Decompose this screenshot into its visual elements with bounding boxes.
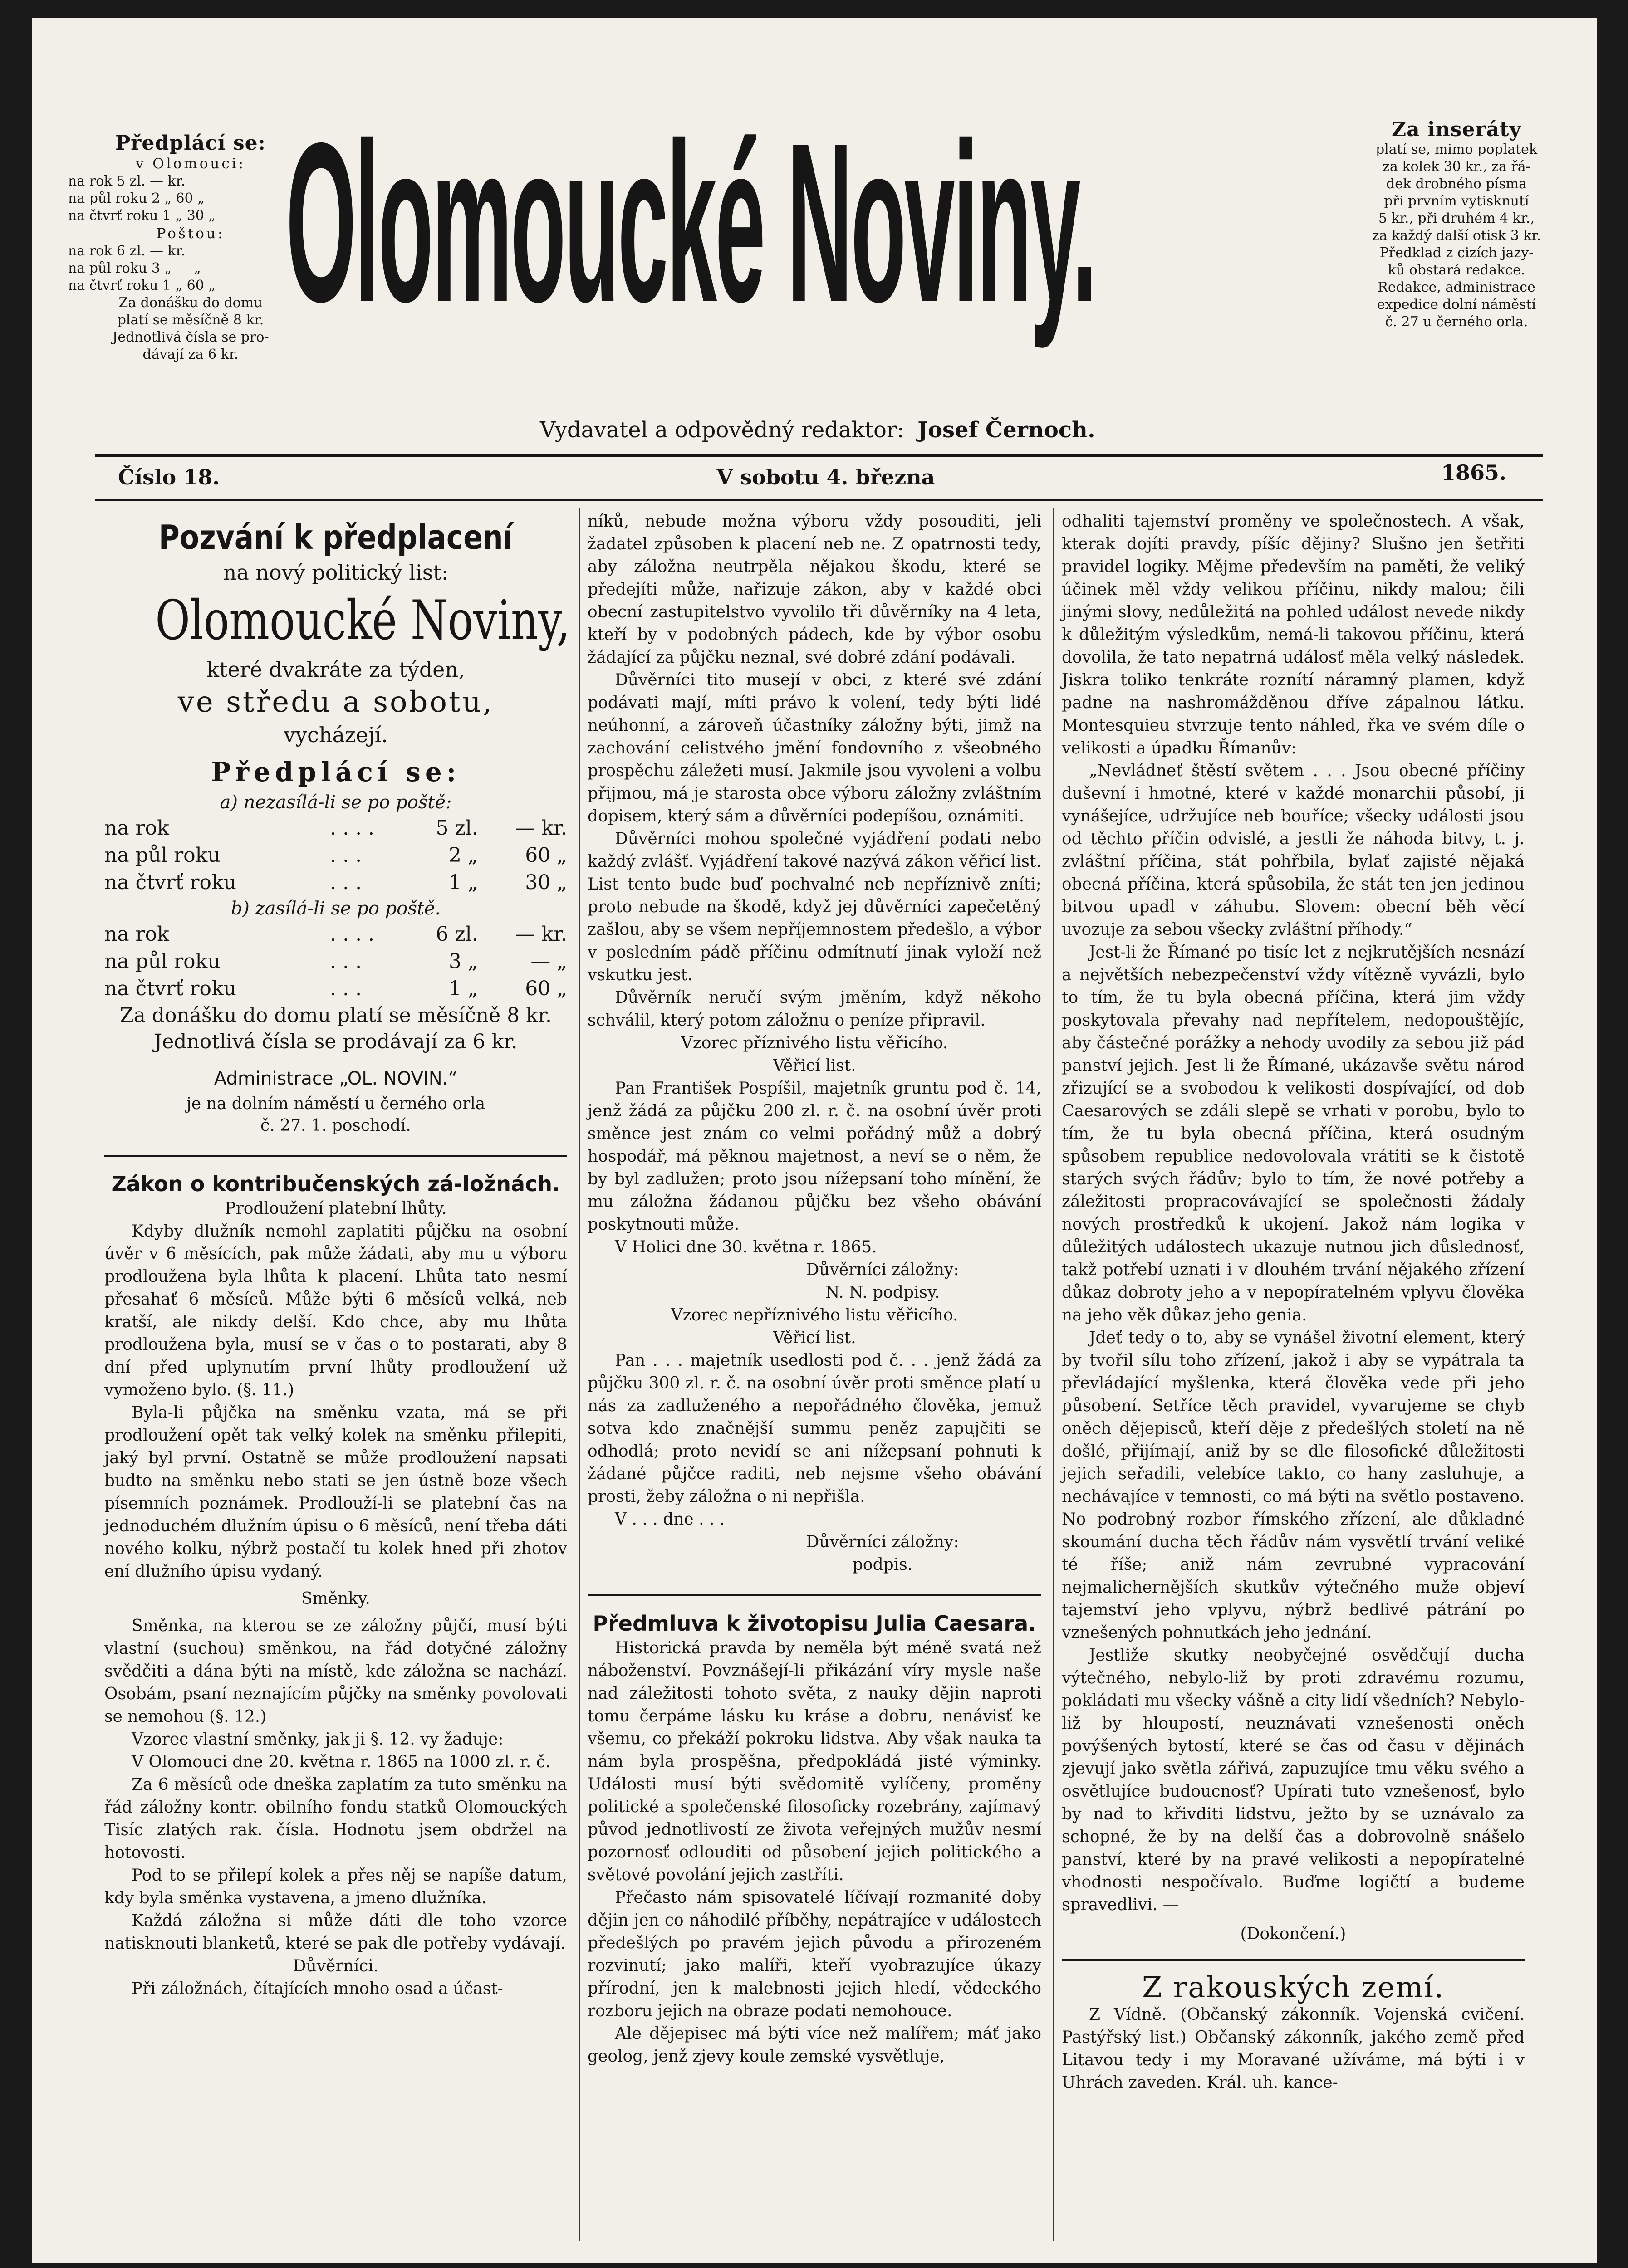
signature-label: Důvěrníci záložny: bbox=[806, 1261, 959, 1279]
article-paragraph: V Holici dne 30. května r. 1865. bbox=[615, 1238, 877, 1256]
rate-period: na čtvrť roku bbox=[104, 871, 236, 894]
rate-kr: 60 „ bbox=[525, 977, 567, 1000]
admin-heading: Administrace „OL. NOVIN.“ bbox=[214, 1068, 458, 1089]
law-paragraph: Byla-li půjčka na směnku vzata, má se při prodloužení opět tak velký kolek na směnku přilepiti, jaký byl první. Ostatně se může prodloužení napsati budto na směnku nebo stati se jen ústně boze všech písemních poznámek. Prodlouží-li se platební čas na jednoduchém dlužním úpisu o 6 měsíců, není třeba dáti nového kolku, nýbrž postačí tu kolek hned při zhotov ení dlužního úpisu vydaný. bbox=[104, 1403, 567, 1581]
law-paragraph: Každá záložna si může dáti dle toho vzorce natisknouti blanketů, které se pak dle potřeby vydávají. bbox=[104, 1911, 567, 1953]
rate-line: na rok 5 zl. — kr. bbox=[68, 173, 186, 189]
article-paragraph: Přečasto nám spisovatelé líčívají rozmanité doby dějin jen co náhodilé příběhy, nepátrajíce v událostech předešlých po pravém jejich původu a přirozeném rozvinutí; jako malíři, kteří vyobrazujíce úkazy přírodní, jen k malebnosti jejich hledí, vědeckého rozboru jejich na obraze podati nemohouce. bbox=[588, 1888, 1041, 2020]
form-subheading: Věřicí list. bbox=[773, 1329, 856, 1347]
rate-line: na čtvrť roku 1 „ 60 „ bbox=[68, 278, 216, 293]
rate-dots: . . . bbox=[330, 844, 362, 867]
article-paragraph: Jdeť tedy o to, aby se vynášel životní element, který by tvořil sílu toho zřízení, jakož i aby se vypátrala ta převládající myšlenka, která člověka vede při jeho působení. Setříce těch pravidel, vyvarujeme se chyb oněch dějepisců, kteří děje z předešlých století na ně došlé, přijímají, aniž by se dle filosofické důležitosti jejich seřadili, velebíce takto, co hany zasluhuje, a nechávajíce v temnosti, co má býti na světlo postaveno. No podrobný rozbor římského zřízení, ale důkladné skoumání ducha těch řádův nám vysvětlí trvání veliké té říše; aniž nám zevrubné vypracování nejmalichernějších skutkův výtečného muže objeví tajemství jeho vplyvu, nýbrž bedlivé pátrání po vznešených pohnutkách jeho jednání. bbox=[1062, 1329, 1525, 1642]
rate-dots: . . . bbox=[330, 871, 362, 894]
column-divider bbox=[579, 508, 580, 2241]
rates-table-b bbox=[104, 921, 567, 1002]
rate-kr: — „ bbox=[530, 950, 567, 973]
law-paragraph: Při záložnách, čítajících mnoho osad a účast- bbox=[132, 1980, 503, 1998]
delivery-line: Za donášku do domu bbox=[118, 295, 263, 311]
invitation-sub-head: Předplácí se: bbox=[211, 757, 461, 787]
form-subheading: Věřicí list. bbox=[773, 1056, 856, 1075]
advert-line: č. 27 u černého orla. bbox=[1385, 314, 1528, 330]
rate-row bbox=[104, 815, 567, 842]
law-paragraph: Kdyby dlužník nemohl zaplatiti půjčku na osobní úvěr v 6 měsících, pak může žádati, aby mu u výboru prodloužena byla lhůta k placení. Lhůta tato nesmí přesahať 6 měsíců. Může býti 6 měsíců velká, neb kratší, ale nikdy delší. Kdo chce, aby mu lhůta prodloužena byla, musí se v čas o to postarati, aby 8 dní před uplynutím první lhůty prodloužení už vymoženo bylo. (§. 11.) bbox=[104, 1222, 567, 1399]
law-title: Zákon o kontribučenských zá-ložnách. bbox=[111, 1172, 560, 1196]
column-1 bbox=[104, 517, 570, 2000]
subscription-box-title: Předplácí se: bbox=[115, 132, 266, 155]
law-paragraph: Směnka, na kterou se ze záložny půjčí, musí býti vlastní (suchou) směnkou, na řád dotyčné záložny svědčiti a dána býti na místě, kde záložna se nachází. Osobám, psaní neznajícím půjčky na směnky povolovati se nemohou (§. 12.) bbox=[104, 1617, 567, 1726]
post-rates bbox=[68, 243, 313, 294]
law-paragraph: Pod to se přilepí kolek a přes něj se napíše datum, kdy byla směnka vystavena, a jmeno dlužníka. bbox=[104, 1866, 567, 1907]
article-paragraph: Jest-li že Římané po tisíc let z nejkrutějších nesnází a největších nebezpečenství vždy vítězně vyvázli, bylo to tím, že tu byla obecná příčina, která jim vždy poskytovala převahy nad nepřítelem, nedopouštějíc, aby částečné porážky a nehody uvodily za sebou již pád panství jejich. Jest li že Římané, ukázavše světu národ zřizující se a svobodou k velikosti dospívající, od dob Caesarových se zdáli slepě se vrhati v porobu, bylo to tím, že tu byla obecná příčina, která osudným spůsobem republice nedovolovala vrátiti se k čistotě starých svých řádův; bylo to tím, že nové potřeby a záležitosti propracovávající se společnosti žádaly nových prostředků k ukojení. Jakož nám logika v důležitých událostech ukazuje nutnou jich důslednosť, takž potřebí uznati i v dlouhém trvání nějakého zřízení důkaz dobroty jeho a v nepopíratelném vplyvu člověka na jeho věk důkaz jeho genia. bbox=[1062, 943, 1525, 1325]
rate-dots: . . . . bbox=[330, 816, 375, 840]
rate-zl: 6 zl. bbox=[436, 923, 478, 946]
rate-row bbox=[104, 921, 567, 948]
invitation-delivery-1: Za donášku do domu platí se měsíčně 8 kr. bbox=[120, 1004, 552, 1027]
article-paragraph: V . . . dne . . . bbox=[615, 1510, 725, 1529]
rate-kr: 30 „ bbox=[525, 871, 567, 894]
column-3 bbox=[1062, 510, 1525, 2094]
column-divider bbox=[1053, 508, 1054, 2241]
article-paragraph: Jestliže skutky neobyčejné osvědčují ducha výtečného, nebylo-liž by proti zdravému rozumu, pokládati mu všecky vášně a city lidí všedních? Nebylo-liž by hloupostí, neuznávati vznešenosti oněch povýšených bytostí, které se čas od času v dějinách zjevují jako světla zářivá, zapuzujíce tmu věku svého a osvětlujíce budoucnosť? Upírati tuto vznešenosť, bylo by nad to křivditi lidstvu, ježto by se uznávalo za schopné, že by na delší čas a dobrovolně snášelo panství, které by na pravé velikosti a nepopíratelné vhodnosti nespočívalo. Buďme logičtí a budeme spravedlivi. — bbox=[1062, 1646, 1525, 1914]
signature-label: Důvěrníci záložny: bbox=[806, 1533, 959, 1551]
article-paragraph: odhaliti tajemství proměny ve společnostech. A však, kterak dojíti pravdy, píšíc dějiny? Slušno jen šetřiti pravidel logiky. Mějme především na paměti, že veliký účinek měl vždy velikou příčinu, nikdy malou; čili jinými slovy, nedůležitá na pohled událost nevede nikdy k důležitým výsledkům, nemá-li takovou příčinu, která dovolila, že tato nepatrná událosť měla velký následek. Jiskra toliko tenkráte roznítí náramný plamen, když padne na nashromážděnou dříve zápalnou látku. Montesquieu stvrzuje tento náhled, řka ve svém díle o velikosti a úpadku Římanův: bbox=[1062, 512, 1525, 758]
delivery-line: Jednotlivá čísla se pro- bbox=[112, 329, 269, 345]
rate-zl: 3 „ bbox=[448, 950, 478, 973]
advert-line: 5 kr., při druhém 4 kr., bbox=[1378, 210, 1535, 226]
issue-year: 1865. bbox=[1441, 460, 1506, 485]
rate-row bbox=[104, 842, 567, 869]
issue-number: Číslo 18. bbox=[118, 465, 220, 489]
delivery-line: platí se měsíčně 8 kr. bbox=[117, 312, 264, 328]
section-rule bbox=[104, 1155, 567, 1157]
article-paragraph: Důvěrníci tito musejí v obci, z které své zdání podávati mají, míti právo k volení, tedy býti lidé neúhonní, a zároveň účastníky záložny býti, jimž na zachování celistvého jmění fondovního z všeobného prospěchu záležeti musí. Jakmile jsou vyvoleni a volbu přijmou, má je starosta obce výboru záložny zvláštním dopisem, který sám a důvěrníci podepíšou, oznámiti. bbox=[588, 671, 1041, 826]
rate-kr: — kr. bbox=[515, 816, 567, 840]
advert-line: dek drobného písma bbox=[1386, 176, 1527, 192]
law-subheading: Prodloužení platební lhůty. bbox=[225, 1199, 447, 1218]
advert-line: Předklad z cizích jazy- bbox=[1379, 245, 1534, 261]
rate-period: na rok bbox=[104, 923, 169, 946]
section-rule bbox=[1062, 1959, 1525, 1961]
article-paragraph: Pan František Pospíšil, majetník gruntu pod č. 14, jenž žádá za půjčku 200 zl. r. č. na osobní úvěr proti směnce jest znám co velmi pořádný můž a dobrý hospodář, má pěknou majetnost, a neví se o něm, že by byl zadlužen; proto jsou nížepsaní toho mínění, že mu záložna žádanou půjčku bez všeho obávání poskytnouti může. bbox=[588, 1079, 1041, 1234]
local-heading: v Olomouci: bbox=[135, 156, 246, 172]
rate-kr: — kr. bbox=[515, 923, 567, 946]
article-paragraph: Z Vídně. (Občanský zákonník. Vojenská cvičení. Pastýřský list.) Občanský zákonník, jakého země před Litavou tedy i my Moravané užíváme, má býti i v Uhrách zaveden. Král. uh. kance- bbox=[1062, 2005, 1525, 2092]
delivery-note bbox=[68, 294, 313, 363]
column-2 bbox=[588, 510, 1041, 2068]
editor-line bbox=[540, 417, 1357, 443]
article-paragraph: Důvěrníci mohou společné vyjádření podati nebo každý zvlášť. Vyjádření takové nazývá zákon věřicí list. List tento bude buď pochvalné neb nepříznivě zníti; proto nebude na škodě, když jej důvěrníci zapečetěný zašlou, aby se všem nepříjemnostem předešlo, a výbor v posledním pádě příčinu odmítnutí jinak vyloží než vskutku jest. bbox=[588, 830, 1041, 984]
invitation-b-head: b) zasílá-li se po poště. bbox=[230, 898, 441, 919]
invitation-a-head: a) nezasílá-li se po poště: bbox=[220, 792, 452, 813]
editor-label: Vydavatel a odpovědný redaktor: bbox=[540, 417, 904, 443]
signature-value: N. N. podpisy. bbox=[825, 1283, 940, 1302]
law-paragraph: Za 6 měsíců ode dneška zaplatím za tuto směnku na řád záložny kontr. obilního fondu statků Olomouckých Tisíc zlatých rak. čísla. Hodnotu jsem obdržel na hotovosti. bbox=[104, 1775, 567, 1862]
adverts-box-title: Za inseráty bbox=[1392, 118, 1521, 141]
rate-period: na rok bbox=[104, 816, 169, 840]
form-heading: Vzorec nepříznivého listu věřicího. bbox=[671, 1306, 958, 1325]
editor-name: Josef Černoch. bbox=[917, 417, 1095, 443]
form-heading: Vzorec příznivého listu věřicího. bbox=[681, 1034, 948, 1052]
law-paragraph: Vzorec vlastní směnky, jak ji §. 12. vy žaduje: bbox=[132, 1730, 504, 1749]
invitation-delivery-2: Jednotlivá čísla se prodávají za 6 kr. bbox=[154, 1030, 518, 1053]
rate-line: na čtvrť roku 1 „ 30 „ bbox=[68, 208, 216, 224]
post-heading: Poštou: bbox=[156, 225, 225, 242]
top-rule bbox=[95, 454, 1543, 457]
advert-line: ků obstará redakce. bbox=[1388, 262, 1525, 278]
article-paragraph: níků, nebude možna výboru vždy posouditi, jeli žadatel způsoben k placení neb ne. Z opatrnosti tedy, aby záložna neutrpěla nějakou škodu, které se předejíti může, nařizuje zákon, aby v každé obci obecní zastupitelstvo vyvolilo tři důvěrníky na 4 leta, kteří by v podobných pádech, kde by výbor osobu žádající za půjčku neznal, své dobré zdání podávali. bbox=[588, 512, 1041, 667]
rate-zl: 1 „ bbox=[448, 977, 478, 1000]
rate-zl: 1 „ bbox=[448, 871, 478, 894]
rate-period: na půl roku bbox=[104, 950, 221, 973]
invitation-subtitle: na nový politický list: bbox=[223, 560, 449, 585]
masthead-title: Olomoucké Noviny. bbox=[286, 95, 1096, 349]
rate-period: na čtvrť roku bbox=[104, 977, 236, 1000]
rate-period: na půl roku bbox=[104, 844, 221, 867]
newspaper-page bbox=[32, 18, 1597, 2263]
advert-line: platí se, mimo poplatek bbox=[1375, 142, 1538, 157]
continuation-note: (Dokončení.) bbox=[1240, 1925, 1346, 1943]
invitation-title: Pozvání k předplacení bbox=[158, 518, 513, 557]
section-rule bbox=[588, 1594, 1041, 1596]
delivery-line: dávají za 6 kr. bbox=[142, 347, 239, 362]
rate-kr: 60 „ bbox=[525, 844, 567, 867]
advert-line: za každý další otisk 3 kr. bbox=[1372, 228, 1541, 244]
caesar-title: Předmluva k životopisu Julia Caesara. bbox=[593, 1611, 1036, 1636]
article-quote: „Nevládneť štěstí světem . . . Jsou obecné příčiny duševní i hmotné, které v každé monarchii působí, ji vynášejíce, udržujíce neb bouříce; všecky události jsou od těchto příčin odvislé, a jestli že náhoda bitvy, t. j. zvláštní příčina, stát pohřbila, bylať zajisté nějaká obecná příčina, která spůsobila, že stát ten jen jedinou bitvou upadl v záhubu. Slovem: obecní běh věcí uvozuje za sebou všecky zvláštní příhody.“ bbox=[1062, 762, 1525, 939]
admin-address-2: č. 27. 1. poschodí. bbox=[260, 1116, 411, 1135]
invitation-frequency: které dvakráte za týden, bbox=[206, 657, 465, 682]
adverts-box bbox=[1339, 118, 1574, 331]
invitation-days: ve středu a sobotu, bbox=[177, 685, 494, 719]
rates-table-a bbox=[104, 815, 567, 896]
advert-line: za kolek 30 kr., za řá- bbox=[1383, 159, 1530, 175]
issue-rule bbox=[95, 499, 1543, 501]
rate-zl: 2 „ bbox=[448, 844, 478, 867]
rate-line: na půl roku 2 „ 60 „ bbox=[68, 191, 205, 206]
article-paragraph: Pan . . . majetník usedlosti pod č. . . jenž žádá za půjčku 300 zl. r. č. na osobní úvěr proti směnce platí u nás za zadluženého a nepořádného člověka, jemuž sotva kdo značnější summu peněz zapujčiti se odhodlá; proto nevidí se ani nížepsaní pohnuti k žádané půjčce raditi, neb nejsme všeho obávání prosti, žeby záložna o ni nepřišla. bbox=[588, 1351, 1041, 1506]
law-subheading: Směnky. bbox=[301, 1589, 371, 1608]
law-subheading: Důvěrníci. bbox=[293, 1957, 379, 1975]
article-paragraph: Historická pravda by neměla být méně svatá než náboženství. Povznášejí-li přikázání víry mysle naše nad záležitosti tohoto světa, z nauky dějin naproti tomu čerpáme lásku ku kráse a dobru, nenávisť ke všemu, co překáží pokroku lidstva. Aby však nauka ta nám byla prospěšna, předpokládá jisté výminky. Události musí býti svědomitě vylíčeny, proměny politické a společenské filosoficky rozebrány, zajímavý původ jednotlivostí ze života veřejných mužův nesmí pozornosť odlouditi od působení jejich politického a světové povolání jejich zastříti. bbox=[588, 1639, 1041, 1884]
rate-dots: . . . bbox=[330, 977, 362, 1000]
rate-dots: . . . . bbox=[330, 923, 375, 946]
austria-title: Z rakouských zemí. bbox=[1142, 1971, 1445, 2004]
advert-line: při prvním vytisknutí bbox=[1384, 193, 1529, 209]
law-paragraph: V Olomouci dne 20. května r. 1865 na 1000 zl. r. č. bbox=[132, 1753, 551, 1771]
rate-row bbox=[104, 869, 567, 896]
issue-date: V sobotu 4. března bbox=[716, 465, 935, 489]
signature-value: podpis. bbox=[852, 1555, 913, 1574]
rate-line: na rok 6 zl. — kr. bbox=[68, 243, 186, 259]
invitation-paper-name: Olomoucké Noviny, bbox=[155, 589, 570, 652]
article-paragraph: Důvěrník neručí svým jměním, když někoho schválil, který potom záložnu o peníze připravil. bbox=[588, 988, 1041, 1030]
subscription-box bbox=[68, 132, 313, 363]
rate-row bbox=[104, 948, 567, 975]
advert-line: expedice dolní náměstí bbox=[1377, 297, 1536, 313]
rate-line: na půl roku 3 „ — „ bbox=[68, 260, 201, 276]
article-paragraph: Ale dějepisec má býti více než malířem; máť jako geolog, jenž zjevy koule zemské vysvětluje, bbox=[588, 2024, 1041, 2066]
advert-line: Redakce, administrace bbox=[1378, 279, 1535, 295]
rate-dots: . . . bbox=[330, 950, 362, 973]
rate-zl: 5 zl. bbox=[436, 816, 478, 840]
rate-row bbox=[104, 975, 567, 1002]
invitation-publish: vycházejí. bbox=[284, 723, 388, 747]
local-rates bbox=[68, 173, 313, 225]
adverts-lines bbox=[1339, 141, 1574, 331]
admin-address-1: je na dolním náměstí u černého orla bbox=[186, 1095, 485, 1113]
